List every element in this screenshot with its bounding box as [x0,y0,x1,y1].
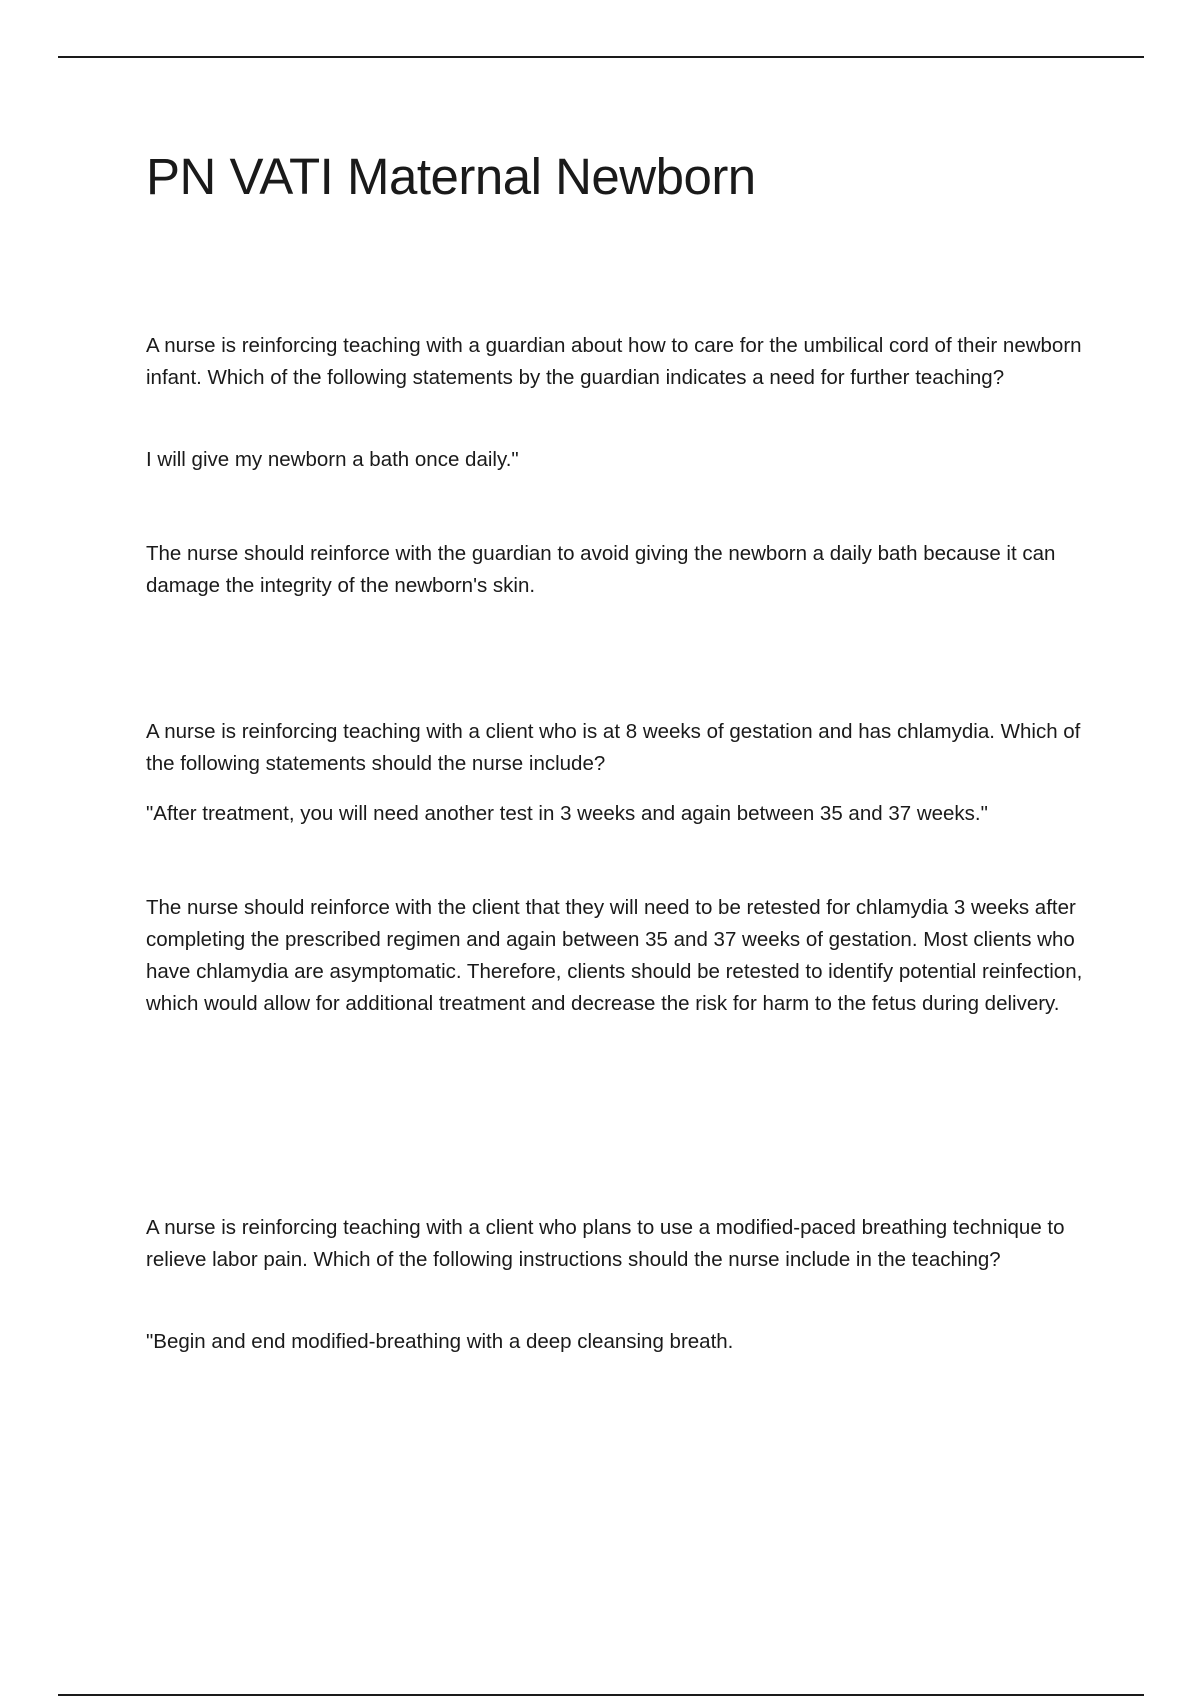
top-divider [58,56,1144,58]
answer-3: "Begin and end modified-breathing with a deep cleansing breath. [146,1330,734,1353]
question-3: A nurse is reinforcing teaching with a client who plans to use a modified-paced breathing technique to relieve labor pain. Which of the following instructions should the nurse include in the teaching? [146,1216,1065,1271]
bottom-divider [58,1694,1144,1696]
question-2: A nurse is reinforcing teaching with a client who is at 8 weeks of gestation and has chlamydia. Which of the following statements should the nurse include? [146,720,1081,775]
explanation-2: The nurse should reinforce with the client that they will need to be retested for chlamydia 3 weeks after completing the prescribed regimen and again between 35 and 37 weeks of gestation. Most clients who have chlamydia are asymptomatic. Therefore, clients should be retested to identify potential reinfection, which would allow for additional treatment and decrease the risk for harm to the fetus during delivery. [146,896,1083,1015]
explanation-1: The nurse should reinforce with the guardian to avoid giving the newborn a daily bath because it can damage the integrity of the newborn's skin. [146,542,1056,597]
page-title: PN VATI Maternal Newborn [146,148,756,205]
question-1: A nurse is reinforcing teaching with a guardian about how to care for the umbilical cord of their newborn infant. Which of the following statements by the guardian indicates a need for further teaching? [146,334,1082,389]
answer-1: I will give my newborn a bath once daily." [146,448,519,471]
answer-2: "After treatment, you will need another test in 3 weeks and again between 35 and 37 weeks." [146,802,988,825]
